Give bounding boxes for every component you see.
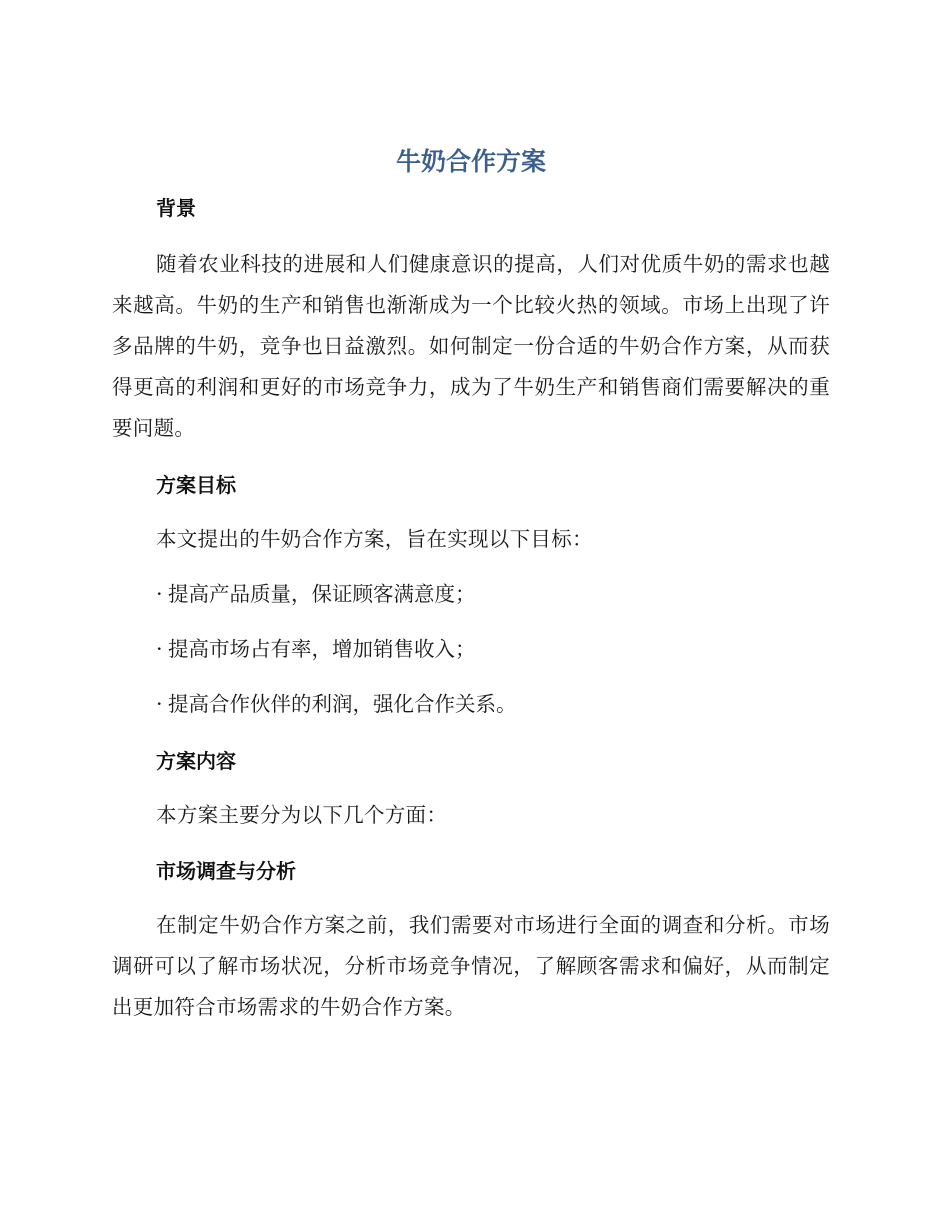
- bullet-icon: ·: [156, 692, 163, 716]
- paragraph-background: 随着农业科技的进展和人们健康意识的提高，人们对优质牛奶的需求也越来越高。牛奶的生产和销售也渐渐成为一个比较火热的领域。市场上出现了许多品牌的牛奶，竞争也日益激烈。如何制定一份合适的牛奶合作方案，从而获得更高的利润和更好的市场竞争力，成为了牛奶生产和销售商们需要解决的重要问题。: [112, 252, 830, 440]
- goal-item: [112, 684, 830, 725]
- paragraph-content-intro: 本方案主要分为以下几个方面：: [156, 803, 448, 827]
- goal-item: [112, 629, 830, 670]
- paragraph-market: 在制定牛奶合作方案之前，我们需要对市场进行全面的调查和分析。市场调研可以了解市场状况，分析市场竞争情况，了解顾客需求和偏好，从而制定出更加符合市场需求的牛奶合作方案。: [112, 913, 830, 1019]
- heading-market: 市场调查与分析: [156, 859, 296, 883]
- heading-goals: 方案目标: [156, 473, 236, 497]
- goal-item-text: 提高产品质量，保证顾客满意度；: [168, 582, 476, 606]
- document-title: 牛奶合作方案: [395, 147, 546, 176]
- bullet-icon: ·: [156, 582, 163, 606]
- document-body: [112, 140, 830, 1028]
- bullet-icon: ·: [156, 637, 163, 661]
- goal-item-text: 提高市场占有率，增加销售收入；: [168, 637, 476, 661]
- paragraph-goals-intro: 本文提出的牛奶合作方案，旨在实现以下目标：: [156, 527, 593, 551]
- heading-content: 方案内容: [156, 749, 236, 773]
- goal-item: [112, 574, 830, 615]
- heading-background: 背景: [156, 196, 196, 220]
- goal-item-text: 提高合作伙伴的利润，强化合作关系。: [168, 692, 517, 716]
